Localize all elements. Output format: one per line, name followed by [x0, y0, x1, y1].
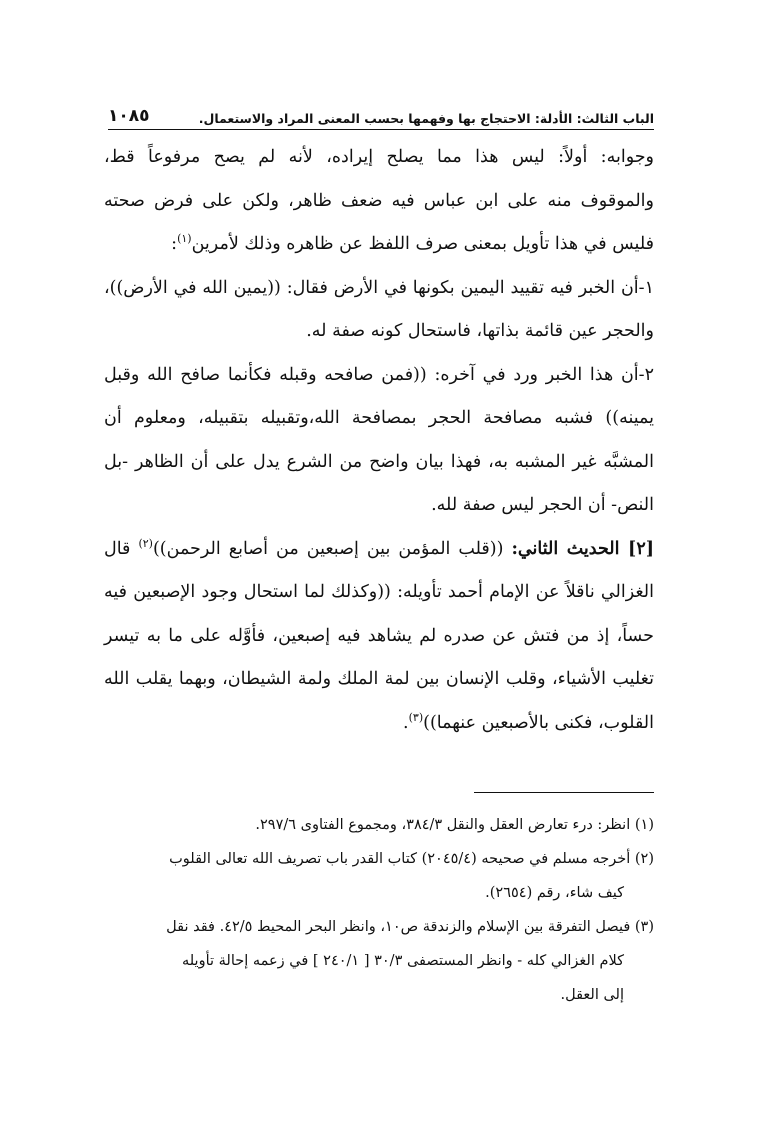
footnote-2-line-2: كيف شاء، رقم (٢٦٥٤). [485, 885, 624, 901]
footnote-3 [108, 910, 654, 1012]
footnote-3-line-3: إلى العقل. [560, 987, 624, 1003]
ghazali-quote: قال الغزالي ناقلاً عن الإمام أحمد تأويله: ((وكذلك لما استحال وجود الإصبعين فيه حساً، إذ من فتش عن صدره لم يشاهد فيه إصبعين، فأوَّله على ما به تيسر تغليب الأشياء، وقلب الإنسان بين لمة الملك ولمة الشيطان، وبهما يقلب الله القلوب، فكنى بالأصبعين عنهما)) [104, 538, 654, 733]
answer-line-3-end: : [171, 234, 178, 254]
hadith-2-end: . [403, 712, 409, 733]
paragraph-answer-line-2 [104, 180, 654, 224]
paragraph-point-1: ١-أن الخبر فيه تقييد اليمين بكونها في الأرض فقال: ((يمين الله في الأرض))، والحجر عين قائمة بذاتها، فاستحال كونه صفة له. [104, 277, 654, 341]
paragraph-answer [104, 136, 654, 180]
paragraph-hadith-2 [104, 528, 654, 746]
footnote-1 [108, 808, 654, 842]
running-header [108, 100, 654, 130]
footnote-ref-2[interactable]: (٢) [138, 536, 153, 550]
footnotes [108, 808, 654, 1012]
header-title: الباب الثالث: الأدلة: الاحتجاج بها وفهمها بحسب المعنى المراد والاستعمال. [198, 111, 654, 126]
footnote-divider [474, 792, 654, 793]
footnote-3-line-1: (٣) فيصل التفرقة بين الإسلام والزندقة ص١٠، وانظر البحر المحيط ٤٢/٥. فقد نقل [166, 919, 654, 935]
footnote-ref-3[interactable]: (٣) [408, 710, 424, 724]
footnote-3-line-2: كلام الغزالي كله - وانظر المستصفى ٣٠/٣ [ ٢٤٠/١ ] في زعمه إحالة تأويله [181, 953, 624, 969]
paragraph-answer-line-3 [104, 223, 654, 267]
footnote-2 [108, 842, 654, 910]
paragraph-point-2: ٢-أن هذا الخبر ورد في آخره: ((فمن صافحه وقبله فكأنما صافح الله وقبل يمينه)) فشبه مصافحة الحجر بمصافحة الله،وتقبيله بتقبيله، ومعلوم أن المشبَّه غير المشبه به، فهذا بيان واضح من الشرع يدل على أن الظاهر -بل النص- أن الحجر ليس صفة لله. [104, 364, 654, 515]
main-text [104, 136, 654, 745]
hadith-2-label: [٢] الحديث الثاني: [511, 538, 654, 559]
answer-line-3: فليس في هذا تأويل بمعنى صرف اللفظ عن ظاهره وذلك لأمرين [191, 234, 654, 254]
hadith-2-text: ((قلب المؤمن بين إصبعين من أصابع الرحمن)) [152, 538, 512, 559]
footnote-ref-1[interactable]: (١) [177, 232, 192, 246]
answer-line-1: وجوابه: أولاً: ليس هذا مما يصلح إيراده، لأنه لم يصح مرفوعاً قط، [104, 147, 654, 167]
footnote-2-line-1: (٢) أخرجه مسلم في صحيحه (٢٠٤٥/٤) كتاب القدر باب تصريف الله تعالى القلوب [169, 851, 654, 867]
page-number: ١٠٨٥ [108, 106, 150, 126]
footnote-1-text: (١) انظر: درء تعارض العقل والنقل ٣٨٤/٣، ومجموع الفتاوى ٢٩٧/٦. [255, 817, 654, 833]
answer-line-2: والموقوف منه على ابن عباس فيه ضعف ظاهر، ولكن على فرض صحته [104, 190, 654, 211]
